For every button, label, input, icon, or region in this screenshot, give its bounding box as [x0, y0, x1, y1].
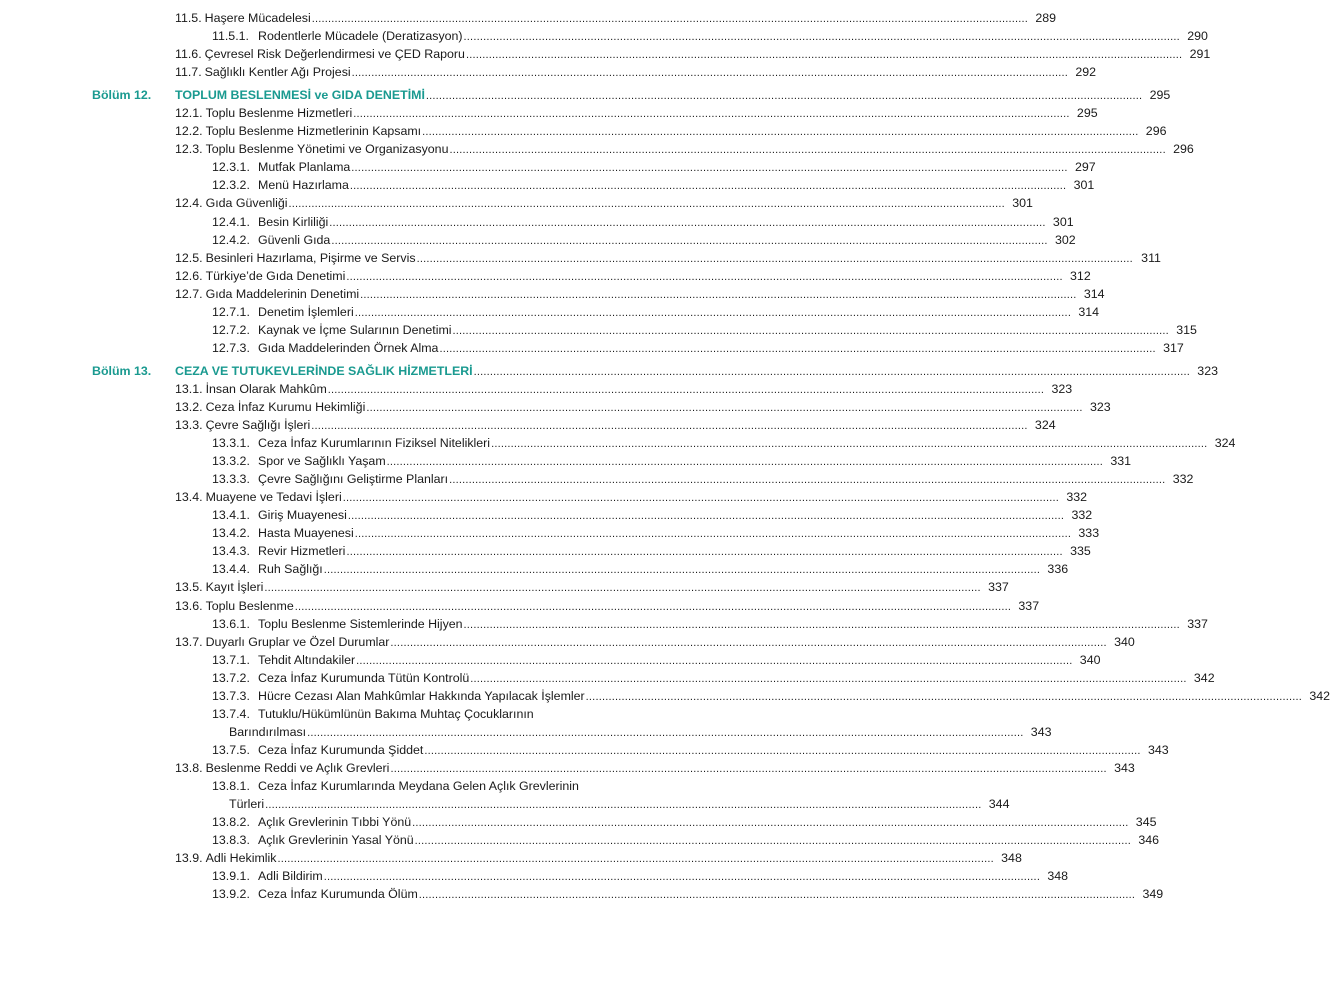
toc-entry[interactable]: [0, 470, 1194, 488]
section-number: 12.2.: [175, 124, 203, 139]
section-title: Barındırılması: [229, 724, 307, 739]
dot-leader: ............................................................................................................................................................................................................................: [390, 636, 1107, 649]
toc-entry-body: [212, 813, 1157, 832]
page-number: 336: [1047, 562, 1069, 577]
toc-entry-body: [175, 122, 1167, 141]
toc-entry[interactable]: [0, 398, 1111, 416]
toc-entry-body: [175, 849, 1022, 868]
section-number: 13.6.1.: [212, 616, 250, 631]
dot-leader: ............................................................................................................................................................................................................................: [491, 438, 1208, 451]
toc-entry[interactable]: [0, 723, 1052, 741]
dot-leader: ............................................................................................................................................................................................................................: [473, 365, 1190, 378]
dot-leader: ............................................................................................................................................................................................................................: [329, 216, 1046, 229]
toc-entry-body: [212, 158, 1096, 177]
toc-entry-body: [229, 795, 1010, 814]
toc-entry-body: [175, 9, 1057, 28]
dot-leader: ............................................................................................................................................................................................................................: [265, 799, 982, 812]
section-number: 13.3.3.: [212, 472, 250, 487]
toc-entry-body: [175, 380, 1073, 399]
section-title: Rodentlerle Mücadele (Deratizasyon): [258, 29, 463, 44]
toc-entry[interactable]: [0, 158, 1096, 176]
toc-entry[interactable]: [0, 27, 1208, 45]
section-number: 13.5.: [175, 580, 203, 595]
section-number: 12.4.1.: [212, 214, 250, 229]
toc-entry-body: [175, 249, 1161, 268]
section-number: 13.7.: [175, 634, 203, 649]
dot-leader: ............................................................................................................................................................................................................................: [452, 324, 1169, 337]
toc-entry[interactable]: [0, 687, 1330, 705]
section-number: 13.2.: [175, 399, 203, 414]
toc-entry[interactable]: [0, 213, 1074, 231]
section-title: Açlık Grevlerinin Tıbbi Yönü: [258, 815, 412, 830]
section-title: Çevre Sağlığı İşleri: [205, 418, 311, 433]
section-number: 13.7.2.: [212, 670, 250, 685]
toc-entry[interactable]: [0, 578, 1009, 596]
section-number: 12.7.3.: [212, 340, 250, 355]
section-number: 12.5.: [175, 250, 203, 265]
dot-leader: ............................................................................................................................................................................................................................: [465, 49, 1183, 62]
dot-leader: ............................................................................................................................................................................................................................: [390, 762, 1107, 775]
dot-leader: ............................................................................................................................................................................................................................: [323, 871, 1041, 884]
section-number: 13.3.: [175, 418, 203, 433]
toc-entry[interactable]: [0, 651, 1101, 669]
page-number: 302: [1055, 232, 1076, 247]
section-number: 13.4.3.: [212, 544, 250, 559]
section-title: Ceza İnfaz Kurumunda Ölüm: [258, 887, 418, 902]
section-number: 13.7.5.: [212, 742, 250, 757]
dot-leader: ............................................................................................................................................................................................................................: [347, 510, 1065, 523]
toc-entry[interactable]: [0, 741, 1169, 759]
page-number: 301: [1073, 178, 1095, 193]
section-title: Toplu Beslenme Yönetimi ve Organizasyonu: [205, 142, 449, 157]
page-number: 291: [1189, 47, 1211, 62]
section-number: 13.1.: [175, 381, 203, 396]
dot-leader: ............................................................................................................................................................................................................................: [277, 853, 994, 866]
page-number: 337: [1018, 598, 1040, 613]
toc-entry-body: [212, 506, 1093, 525]
toc-entry-body: [212, 452, 1131, 471]
section-number: 12.7.: [175, 286, 203, 301]
page-number: 348: [1047, 869, 1069, 884]
dot-leader: ............................................................................................................................................................................................................................: [463, 31, 1180, 44]
section-number: 12.4.: [175, 196, 203, 211]
page-number: 343: [1030, 724, 1052, 739]
page-number: 323: [1051, 381, 1073, 396]
section-title: Tehdit Altındakiler: [258, 652, 356, 667]
section-number: 13.3.2.: [212, 454, 250, 469]
section-number: 13.6.: [175, 598, 203, 613]
toc-entry[interactable]: [0, 63, 1097, 81]
section-title: Ceza İnfaz Kurumu Hekimliği: [205, 399, 366, 414]
section-number: 12.7.1.: [212, 304, 250, 319]
page-number: 342: [1193, 670, 1215, 685]
toc-entry[interactable]: [0, 795, 1010, 813]
toc-entry[interactable]: [0, 867, 1069, 885]
toc-entry[interactable]: [0, 321, 1197, 339]
toc-entry[interactable]: [0, 488, 1088, 506]
page-number: 333: [1078, 526, 1100, 541]
section-title: Hasta Muayenesi: [258, 526, 354, 541]
section-title: Besin Kirliliği: [258, 214, 329, 229]
dot-leader: ............................................................................................................................................................................................................................: [412, 817, 1129, 830]
toc-entry-body: [212, 27, 1208, 46]
dot-leader: ............................................................................................................................................................................................................................: [331, 234, 1048, 247]
dot-leader: ............................................................................................................................................................................................................................: [327, 383, 1045, 396]
dot-leader: ............................................................................................................................................................................................................................: [366, 401, 1083, 414]
toc-entry[interactable]: [0, 194, 1033, 212]
page-number: 301: [1012, 196, 1033, 211]
toc-entry-body: [212, 303, 1100, 322]
section-title: Türleri: [229, 797, 265, 812]
page-number: 314: [1083, 286, 1105, 301]
toc-entry[interactable]: [0, 122, 1167, 140]
section-title: Revir Hizmetleri: [258, 544, 346, 559]
toc-entry[interactable]: [0, 777, 760, 795]
section-title: Ceza İnfaz Kurumunda Şiddet: [258, 742, 424, 757]
toc-entry-body: [212, 434, 1236, 453]
toc-entry-body: [212, 687, 1330, 706]
toc-entry[interactable]: [0, 249, 1161, 267]
dot-leader: ............................................................................................................................................................................................................................: [418, 889, 1136, 902]
section-title: Haşere Mücadelesi: [204, 11, 311, 25]
section-number: 13.7.1.: [212, 652, 250, 667]
page-number: 315: [1176, 322, 1197, 337]
dot-leader: ............................................................................................................................................................................................................................: [386, 456, 1103, 469]
toc-entry-body: [175, 140, 1194, 159]
section-number: 11.5.: [175, 11, 202, 25]
dot-leader: ............................................................................................................................................................................................................................: [311, 420, 1028, 433]
dot-leader: ............................................................................................................................................................................................................................: [463, 618, 1180, 631]
page-number: 290: [1187, 29, 1208, 44]
toc-entry-body: [175, 86, 1171, 105]
section-number: 11.5.1.: [212, 29, 249, 44]
toc-entry[interactable]: [0, 45, 1211, 63]
page-number: 335: [1070, 544, 1091, 559]
section-number: 13.3.1.: [212, 436, 250, 451]
toc-entry-body: [175, 362, 1218, 381]
page-number: 342: [1309, 688, 1330, 703]
section-number: 13.8.3.: [212, 833, 250, 848]
toc-entry-body: [212, 831, 1160, 850]
toc-entry-body: [212, 777, 653, 795]
page-number: 344: [988, 797, 1010, 812]
page-number: 345: [1135, 815, 1157, 830]
toc-entry[interactable]: [0, 615, 1208, 633]
dot-leader: ............................................................................................................................................................................................................................: [346, 270, 1063, 283]
page-number: 332: [1066, 490, 1088, 505]
toc-entry-body: [212, 339, 1184, 358]
section-title: Açlık Grevlerinin Yasal Yönü: [258, 833, 414, 848]
section-title: Giriş Muayenesi: [258, 508, 347, 523]
toc-entry[interactable]: [0, 104, 1098, 122]
toc-chapter-entry[interactable]: [0, 362, 1218, 380]
section-title: Çevresel Risk Değerlendirmesi ve ÇED Raporu: [204, 47, 465, 62]
section-title: Güvenli Gıda: [258, 232, 331, 247]
toc-entry[interactable]: [0, 542, 1091, 560]
toc-entry-body: [212, 321, 1197, 340]
page-number: 340: [1114, 634, 1135, 649]
toc-entry[interactable]: [0, 759, 1135, 777]
section-number: 13.9.: [175, 851, 203, 866]
page-number: 324: [1214, 436, 1236, 451]
toc-entry-body: [212, 651, 1101, 670]
toc-entry-body: [212, 867, 1069, 886]
section-title: Hücre Cezası Alan Mahkûmlar Hakkında Yapılacak İşlemler: [258, 688, 585, 703]
toc-entry[interactable]: [0, 267, 1091, 285]
section-title: Gıda Maddelerinin Denetimi: [205, 286, 360, 301]
section-title: Toplu Beslenme Sistemlerinde Hijyen: [258, 616, 463, 631]
section-number: 13.9.1.: [212, 869, 250, 884]
section-number: 12.4.2.: [212, 232, 250, 247]
page-number: 343: [1147, 742, 1169, 757]
table-of-contents: [0, 9, 1330, 903]
toc-entry[interactable]: [0, 560, 1069, 578]
dot-leader: ............................................................................................................................................................................................................................: [354, 528, 1072, 541]
section-title: Menü Hazırlama: [258, 178, 349, 193]
toc-entry-body: [229, 723, 1052, 742]
section-title: İnsan Olarak Mahkûm: [205, 381, 327, 396]
toc-entry-body: [212, 524, 1100, 543]
section-title: Ceza İnfaz Kurumlarında Meydana Gelen Açlık Grevlerinin: [258, 778, 579, 793]
section-number: 13.4.: [175, 490, 203, 505]
section-number: 12.1.: [175, 106, 203, 121]
section-number: 13.8.2.: [212, 815, 250, 830]
dot-leader: ............................................................................................................................................................................................................................: [354, 306, 1072, 319]
toc-entry[interactable]: [0, 434, 1236, 452]
page-number: 340: [1079, 652, 1101, 667]
page-number: 349: [1142, 887, 1164, 902]
toc-entry-body: [212, 705, 653, 723]
page-number: 346: [1138, 833, 1160, 848]
toc-entry[interactable]: [0, 506, 1093, 524]
dot-leader: ............................................................................................................................................................................................................................: [414, 835, 1132, 848]
page-number: 295: [1149, 88, 1171, 103]
page-number: 296: [1173, 142, 1194, 157]
page-number: 332: [1071, 508, 1093, 523]
toc-entry-body: [175, 633, 1135, 652]
dot-leader: ............................................................................................................................................................................................................................: [422, 126, 1139, 139]
section-number: 13.7.3.: [212, 688, 250, 703]
section-title: Mutfak Planlama: [258, 160, 351, 175]
toc-entry[interactable]: [0, 303, 1100, 321]
section-title: Ceza İnfaz Kurumlarının Fiziksel Nitelikleri: [258, 436, 491, 451]
toc-entry[interactable]: [0, 669, 1215, 687]
section-title: Toplu Beslenme: [205, 598, 294, 613]
section-title: Besinleri Hazırlama, Pişirme ve Servis: [205, 250, 416, 265]
dot-leader: ............................................................................................................................................................................................................................: [416, 252, 1133, 265]
dot-leader: ............................................................................................................................................................................................................................: [294, 600, 1012, 613]
page-number: 324: [1034, 418, 1056, 433]
chapter-label: Bölüm 12.: [92, 88, 152, 103]
toc-entry[interactable]: [0, 339, 1184, 357]
section-number: 13.4.1.: [212, 508, 250, 523]
section-number: 13.8.: [175, 760, 203, 775]
toc-entry-body: [175, 45, 1211, 64]
toc-entry-body: [175, 285, 1105, 304]
toc-entry[interactable]: [0, 231, 1076, 249]
toc-entry-body: [212, 615, 1208, 634]
chapter-title: CEZA VE TUTUKEVLERİNDE SAĞLIK HİZMETLERİ: [175, 363, 473, 378]
section-title: Duyarlı Gruplar ve Özel Durumlar: [205, 634, 390, 649]
toc-entry[interactable]: [0, 9, 1057, 27]
page-number: 343: [1114, 760, 1135, 775]
section-title: Adli Hekimlik: [205, 851, 277, 866]
page-number: 311: [1141, 250, 1161, 265]
section-title: Adli Bildirim: [258, 869, 323, 884]
section-number: 13.4.2.: [212, 526, 250, 541]
page-number: 292: [1075, 65, 1097, 80]
dot-leader: ............................................................................................................................................................................................................................: [360, 288, 1077, 301]
dot-leader: ............................................................................................................................................................................................................................: [470, 672, 1187, 685]
page-number: 295: [1076, 106, 1098, 121]
toc-entry-body: [212, 470, 1194, 489]
toc-entry[interactable]: [0, 849, 1022, 867]
section-number: 13.7.4.: [212, 706, 250, 721]
toc-entry[interactable]: [0, 524, 1100, 542]
page-number: 301: [1052, 214, 1074, 229]
toc-entry-body: [212, 231, 1076, 250]
dot-leader: ............................................................................................................................................................................................................................: [449, 474, 1166, 487]
section-number: 11.7.: [175, 65, 202, 80]
dot-leader: ............................................................................................................................................................................................................................: [425, 90, 1143, 103]
page-number: 314: [1078, 304, 1100, 319]
toc-entry-body: [175, 488, 1088, 507]
dot-leader: ............................................................................................................................................................................................................................: [439, 342, 1156, 355]
chapter-title: TOPLUM BESLENMESİ ve GIDA DENETİMİ: [175, 88, 425, 103]
toc-entry-body: [175, 63, 1097, 82]
toc-entry[interactable]: [0, 597, 1040, 615]
toc-entry[interactable]: [0, 416, 1056, 434]
dot-leader: ............................................................................................................................................................................................................................: [323, 564, 1041, 577]
page-number: 289: [1035, 11, 1057, 25]
page-number: 317: [1163, 340, 1184, 355]
toc-entry[interactable]: [0, 885, 1164, 903]
section-number: 12.3.1.: [212, 160, 250, 175]
toc-entry-body: [175, 398, 1111, 417]
section-title: Toplu Beslenme Hizmetlerinin Kapsamı: [205, 124, 422, 139]
page-number: 348: [1001, 851, 1022, 866]
toc-entry-body: [212, 560, 1069, 579]
page-number: 331: [1110, 454, 1131, 469]
section-number: 12.7.2.: [212, 322, 250, 337]
page-number: 332: [1172, 472, 1194, 487]
toc-entry[interactable]: [0, 380, 1073, 398]
dot-leader: ............................................................................................................................................................................................................................: [346, 546, 1063, 559]
chapter-label: Bölüm 13.: [92, 363, 152, 378]
section-title: Spor ve Sağlıklı Yaşam: [258, 454, 386, 469]
toc-entry-body: [212, 885, 1164, 904]
page-number: 323: [1090, 399, 1111, 414]
page-number: 312: [1070, 268, 1091, 283]
toc-entry[interactable]: [0, 633, 1135, 651]
toc-entry[interactable]: [0, 813, 1157, 831]
dot-leader: ............................................................................................................................................................................................................................: [351, 162, 1068, 175]
toc-entry[interactable]: [0, 831, 1160, 849]
section-title: Gıda Güvenliği: [205, 196, 288, 211]
dot-leader: ............................................................................................................................................................................................................................: [449, 144, 1166, 157]
dot-leader: ............................................................................................................................................................................................................................: [342, 492, 1060, 505]
dot-leader: ............................................................................................................................................................................................................................: [424, 744, 1141, 757]
toc-entry[interactable]: [0, 176, 1095, 194]
section-number: 13.9.2.: [212, 887, 250, 902]
dot-leader: ............................................................................................................................................................................................................................: [585, 690, 1303, 703]
section-title: Ruh Sağlığı: [258, 562, 323, 577]
dot-leader: ............................................................................................................................................................................................................................: [264, 582, 981, 595]
section-number: 13.4.4.: [212, 562, 250, 577]
section-number: 12.3.2.: [212, 178, 250, 193]
section-title: Gıda Maddelerinden Örnek Alma: [258, 340, 439, 355]
toc-entry-body: [175, 759, 1135, 778]
section-number: 11.6.: [175, 47, 202, 62]
page-number: 337: [988, 580, 1009, 595]
section-title: Çevre Sağlığını Geliştirme Planları: [258, 472, 449, 487]
page-number: 296: [1145, 124, 1167, 139]
toc-entry-body: [175, 194, 1033, 213]
toc-entry-body: [175, 578, 1009, 597]
section-title: Tutuklu/Hükümlünün Bakıma Muhtaç Çocuklarının: [258, 706, 534, 721]
toc-entry-body: [212, 741, 1169, 760]
page-number: 323: [1197, 363, 1218, 378]
toc-entry-body: [212, 542, 1091, 561]
toc-entry[interactable]: [0, 285, 1105, 303]
section-title: Ceza İnfaz Kurumunda Tütün Kontrolü: [258, 670, 470, 685]
toc-entry[interactable]: [0, 705, 760, 723]
dot-leader: ............................................................................................................................................................................................................................: [288, 198, 1005, 211]
toc-chapter-entry[interactable]: [0, 86, 1171, 104]
toc-entry[interactable]: [0, 140, 1194, 158]
section-title: Beslenme Reddi ve Açlık Grevleri: [205, 760, 390, 775]
section-number: 12.3.: [175, 142, 203, 157]
section-number: 12.6.: [175, 268, 203, 283]
section-title: Muayene ve Tedavi İşleri: [205, 490, 342, 505]
section-title: Türkiye’de Gıda Denetimi: [205, 268, 346, 283]
section-title: Kayıt İşleri: [205, 580, 264, 595]
dot-leader: ............................................................................................................................................................................................................................: [307, 726, 1024, 739]
dot-leader: ............................................................................................................................................................................................................................: [349, 180, 1067, 193]
section-title: Denetim İşlemleri: [258, 304, 354, 319]
toc-entry-body: [175, 267, 1091, 286]
toc-entry-body: [175, 416, 1056, 435]
page-number: 337: [1187, 616, 1208, 631]
page-number: 297: [1074, 160, 1096, 175]
section-title: Kaynak ve İçme Sularının Denetimi: [258, 322, 452, 337]
section-title: Toplu Beslenme Hizmetleri: [205, 106, 353, 121]
toc-entry-body: [212, 176, 1095, 195]
toc-entry-body: [212, 669, 1215, 688]
dot-leader: ............................................................................................................................................................................................................................: [353, 108, 1070, 121]
toc-entry-body: [212, 213, 1074, 232]
toc-entry-body: [175, 597, 1040, 616]
dot-leader: ............................................................................................................................................................................................................................: [311, 13, 1029, 25]
toc-entry-body: [175, 104, 1098, 123]
section-title: Sağlıklı Kentler Ağı Projesi: [204, 65, 351, 80]
dot-leader: ............................................................................................................................................................................................................................: [351, 67, 1069, 80]
dot-leader: ............................................................................................................................................................................................................................: [356, 654, 1073, 667]
section-number: 13.8.1.: [212, 778, 250, 793]
toc-entry[interactable]: [0, 452, 1131, 470]
